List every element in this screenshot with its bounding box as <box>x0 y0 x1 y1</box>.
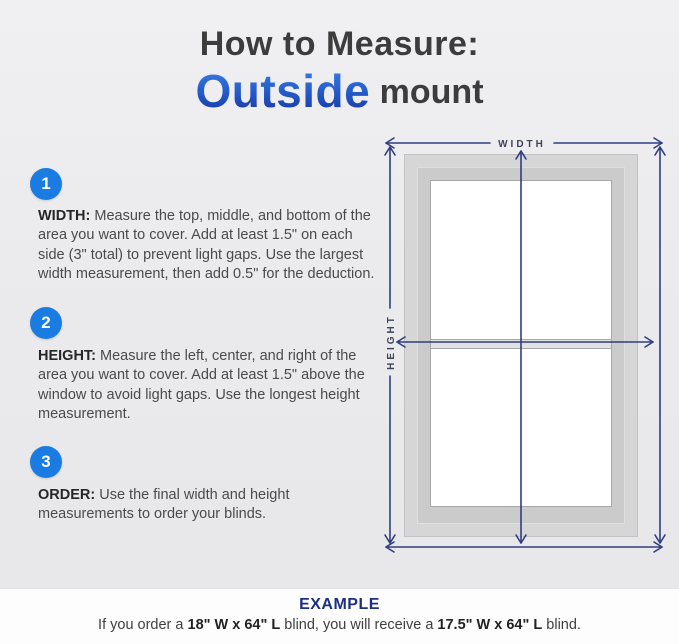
step-3-label: ORDER: <box>38 487 96 503</box>
title-highlight-outside: Outside <box>195 65 371 118</box>
center-arrowhead-right-icon <box>645 337 653 347</box>
window-pane <box>430 180 612 507</box>
example-heading: EXAMPLE <box>299 596 380 613</box>
example-part-3: blind, you will receive a <box>280 617 438 633</box>
window-outer-frame <box>404 154 638 537</box>
example-part-5: blind. <box>542 617 581 633</box>
step-2-body: Measure the left, center, and right of the area you want to cover. Add at least 1.5" above the window to avoid light gaps. Use the longest height measurement. <box>38 348 365 422</box>
window-inner-frame <box>417 167 625 524</box>
bottom-arrowhead-left-icon <box>386 542 394 552</box>
right-arrowhead-top-icon <box>655 147 665 155</box>
example-sentence <box>0 617 679 633</box>
step-2-number-badge: 2 <box>30 307 62 339</box>
page-title <box>0 26 679 118</box>
width-dimension-label: WIDTH <box>498 139 546 150</box>
width-arrowhead-left-icon <box>386 138 394 148</box>
step-1-body: Measure the top, middle, and bottom of the area you want to cover. Add at least 1.5" on each side (3" total) to prevent light gaps. Use the largest width measurement, then add 0.5" for the deduction. <box>38 208 375 282</box>
title-line-1: How to Measure: <box>199 25 480 63</box>
height-dimension-label: HEIGHT <box>386 314 397 370</box>
step-3-number-badge: 3 <box>30 446 62 478</box>
right-arrowhead-bottom-icon <box>655 535 665 543</box>
title-line-2 <box>0 65 679 118</box>
step-3-body: Use the final width and height measurements to order your blinds. <box>38 487 290 523</box>
step-1-label: WIDTH: <box>38 208 91 224</box>
step-2-label: HEIGHT: <box>38 348 96 364</box>
window-mullion <box>431 339 611 349</box>
height-arrowhead-bottom-icon <box>385 535 395 543</box>
width-arrowhead-right-icon <box>654 138 662 148</box>
example-part-1: If you order a <box>98 617 188 633</box>
title-suffix-mount: mount <box>370 73 484 112</box>
step-1-instruction <box>38 207 380 284</box>
example-footer <box>0 588 679 644</box>
height-arrowhead-top-icon <box>385 147 395 155</box>
example-received-size: 17.5" W x 64" L <box>437 617 543 633</box>
step-1-number-badge: 1 <box>30 168 62 200</box>
example-ordered-size: 18" W x 64" L <box>187 617 281 633</box>
bottom-arrowhead-right-icon <box>654 542 662 552</box>
step-3-instruction <box>38 486 380 525</box>
step-2-instruction <box>38 347 380 424</box>
